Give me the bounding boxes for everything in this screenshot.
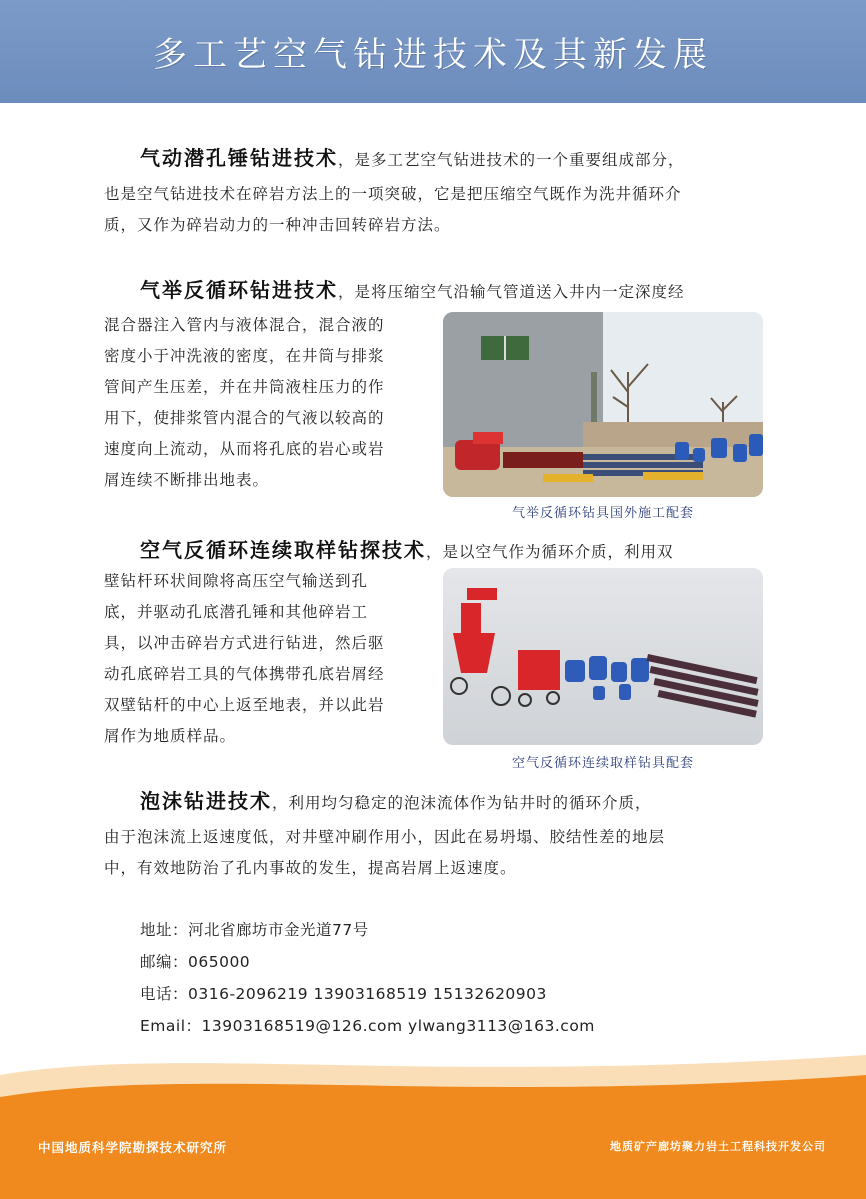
contact-phone: 电话：0316-2096219 13903168519 15132620903 bbox=[140, 985, 547, 1003]
rc-photo bbox=[443, 568, 763, 745]
title-banner bbox=[0, 0, 866, 103]
footer-band bbox=[0, 1035, 866, 1199]
section-foam-line2: 由于泡沫流上返速度低，对井壁冲刷作用小，因此在易坍塌、胶结性差的地层 bbox=[104, 828, 666, 846]
page-title: 多工艺空气钻进技术及其新发展 bbox=[153, 35, 713, 75]
section-foam-line1: 泡沫钻进技术，利用均匀稳定的泡沫流体作为钻井时的循环介质， bbox=[140, 789, 652, 813]
contact-email: Email：13903168519@126.com ylwang3113@163.com bbox=[140, 1017, 595, 1035]
section-rc-heading: 空气反循环连续取样钻探技术 bbox=[140, 538, 426, 562]
section-rc-line1: 空气反循环连续取样钻探技术，是以空气作为循环介质，利用双 bbox=[140, 538, 674, 562]
rc-photo-caption: 空气反循环连续取样钻具配套 bbox=[511, 756, 694, 771]
footer-right-org: 地质矿产廊坊聚力岩土工程科技开发公司 bbox=[610, 1140, 826, 1153]
section-airlift-body: 混合器注入管内与液体混合，混合液的 密度小于冲洗液的密度，在井筒与排浆 管间产生压差，并在井筒液柱压力的作 用下，使排浆管内混合的气液以较高的 速度向上流动，从而将孔底的岩心或岩 屑连续不断排出地表。 bbox=[104, 316, 385, 489]
airlift-photo-caption: 气举反循环钻具国外施工配套 bbox=[511, 506, 694, 521]
section-foam-heading: 泡沫钻进技术 bbox=[140, 789, 272, 813]
footer-left-org: 中国地质科学院勘探技术研究所 bbox=[38, 1140, 228, 1155]
contact-address: 地址：河北省廊坊市金光道77号 bbox=[140, 921, 369, 939]
section-dth-line2: 也是空气钻进技术在碎岩方法上的一项突破，它是把压缩空气既作为洗井循环介 bbox=[104, 185, 682, 203]
section-dth-line1: 气动潜孔锤钻进技术，是多工艺空气钻进技术的一个重要组成部分， bbox=[140, 146, 685, 170]
section-dth-line3: 质，又作为碎岩动力的一种冲击回转碎岩方法。 bbox=[104, 216, 451, 234]
section-rc-body: 壁钻杆环状间隙将高压空气输送到孔 底，并驱动孔底潜孔锤和其他碎岩工 具，以冲击碎岩方式进行钻进，然后驱 动孔底碎岩工具的气体携带孔底岩屑经 双壁钻杆的中心上返至地表，并以此岩 屑作为地质样品。 bbox=[104, 572, 385, 745]
contact-postcode: 邮编：065000 bbox=[140, 953, 251, 971]
section-dth-heading: 气动潜孔锤钻进技术 bbox=[140, 146, 338, 170]
section-foam-line3: 中，有效地防治了孔内事故的发生，提高岩屑上返速度。 bbox=[104, 859, 517, 877]
section-airlift-line1: 气举反循环钻进技术，是将压缩空气沿输气管道送入井内一定深度经 bbox=[140, 278, 685, 302]
contact-info bbox=[140, 914, 595, 1042]
airlift-photo bbox=[443, 312, 763, 497]
section-airlift-heading: 气举反循环钻进技术 bbox=[140, 278, 338, 302]
